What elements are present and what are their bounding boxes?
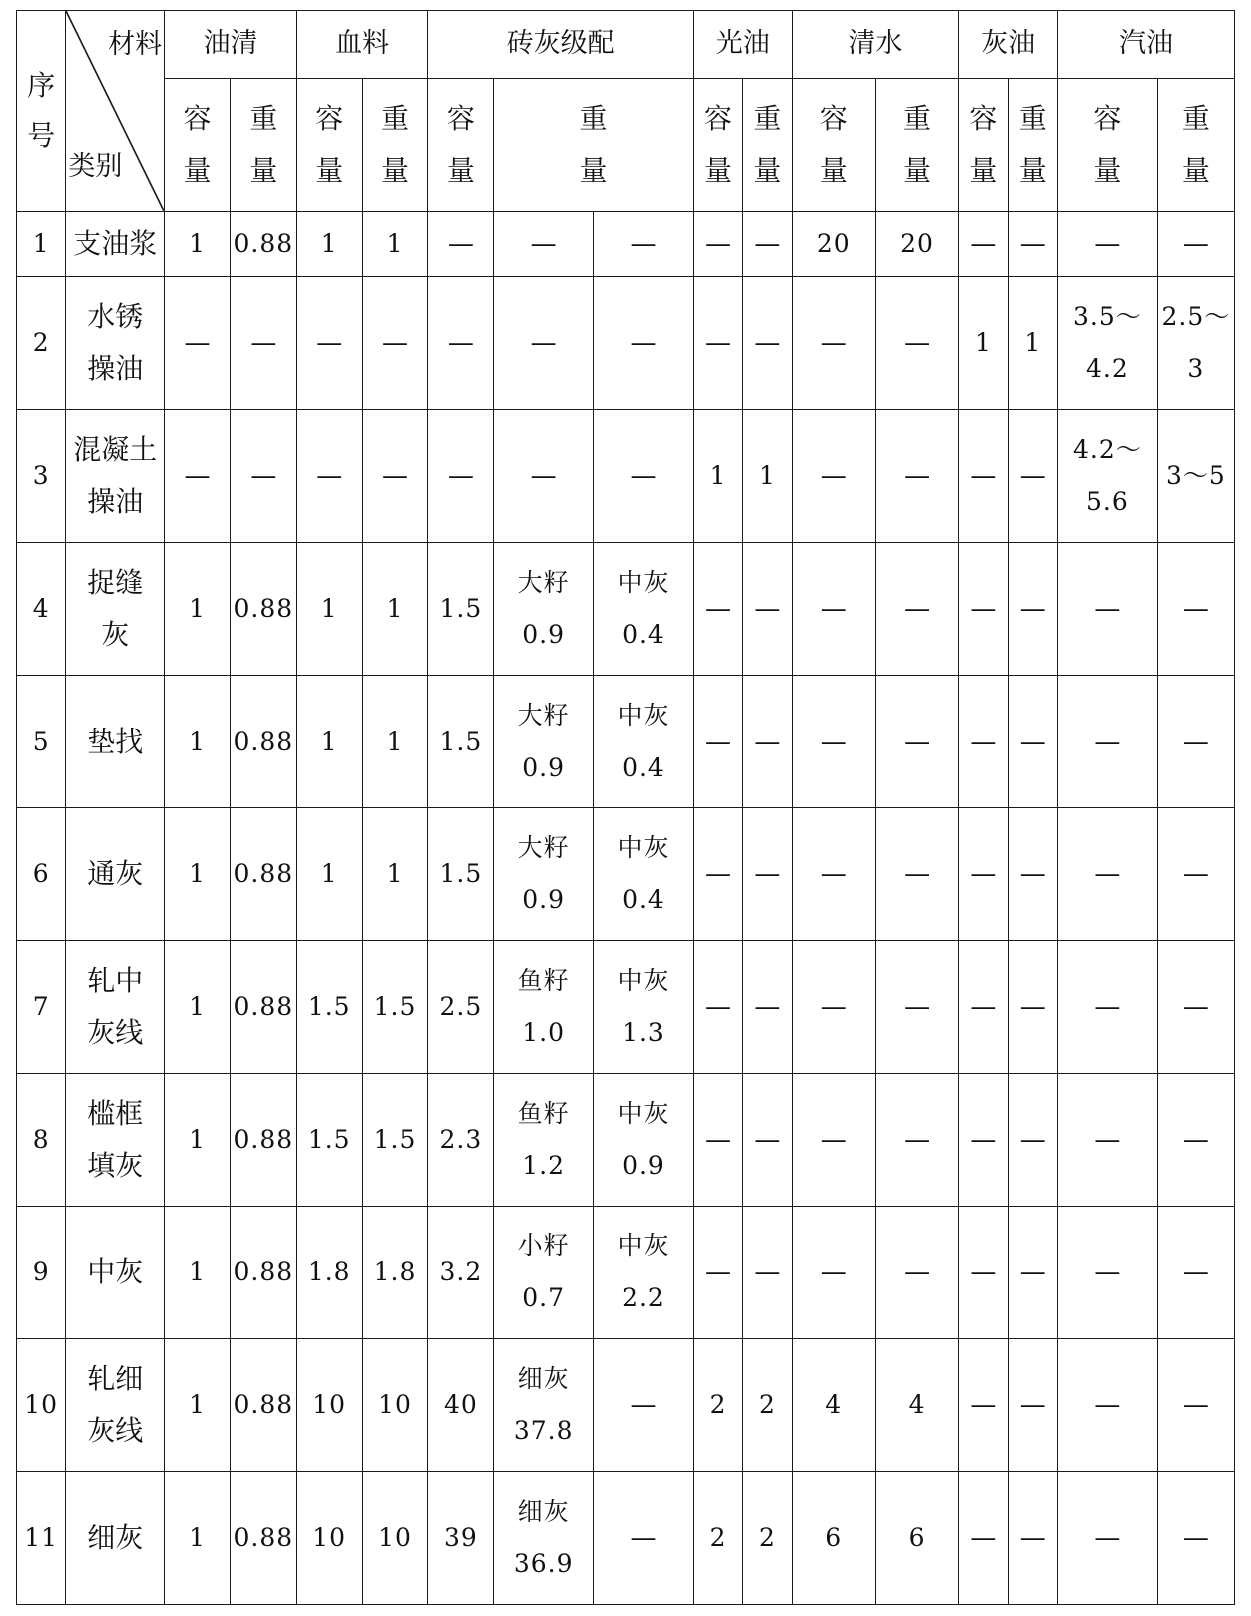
empty-dash-cell: — [693, 1073, 742, 1206]
value-cell: 2.3 [428, 1073, 494, 1206]
empty-dash-cell: — [1057, 1073, 1157, 1206]
empty-dash-cell: — [792, 277, 875, 410]
value-cell: 4.2～ 5.6 [1057, 410, 1157, 543]
empty-dash-cell: — [165, 277, 231, 410]
row-category: 轧中 灰线 [66, 941, 165, 1074]
value-cell: 1 [362, 675, 428, 808]
subheader-weight: 重 量 [875, 78, 958, 211]
empty-dash-cell: — [1008, 941, 1057, 1074]
empty-dash-cell: — [165, 410, 231, 543]
value-cell: 中灰 2.2 [594, 1206, 694, 1339]
value-cell: 2.5 [428, 941, 494, 1074]
empty-dash-cell: — [693, 1206, 742, 1339]
empty-dash-cell: — [693, 542, 742, 675]
row-category: 槛框 填灰 [66, 1073, 165, 1206]
empty-dash-cell: — [1008, 675, 1057, 808]
subheader-volume: 容 量 [1057, 78, 1157, 211]
header-category-label: 类别 [68, 150, 123, 182]
empty-dash-cell: — [296, 410, 362, 543]
row-category: 中灰 [66, 1206, 165, 1339]
value-cell: 鱼籽 1.2 [494, 1073, 594, 1206]
empty-dash-cell: — [875, 1073, 958, 1206]
empty-dash-cell: — [1008, 1472, 1057, 1605]
group-zhuanhui: 砖灰级配 [428, 11, 693, 79]
value-cell: 细灰 37.8 [494, 1339, 594, 1472]
empty-dash-cell: — [743, 277, 792, 410]
empty-dash-cell: — [1057, 1206, 1157, 1339]
empty-dash-cell: — [959, 1339, 1008, 1472]
value-cell: 1 [296, 675, 362, 808]
empty-dash-cell: — [875, 941, 958, 1074]
empty-dash-cell: — [792, 808, 875, 941]
value-cell: 1.5 [296, 941, 362, 1074]
empty-dash-cell: — [743, 941, 792, 1074]
empty-dash-cell: — [494, 410, 594, 543]
empty-dash-cell: — [693, 211, 742, 277]
value-cell: 20 [792, 211, 875, 277]
row-category: 混凝土 操油 [66, 410, 165, 543]
subheader-volume: 容 量 [296, 78, 362, 211]
value-cell: 1.5 [362, 1073, 428, 1206]
value-cell: 3.2 [428, 1206, 494, 1339]
value-cell: 1 [362, 808, 428, 941]
row-number: 1 [17, 211, 66, 277]
value-cell: 10 [362, 1339, 428, 1472]
value-cell: 10 [296, 1472, 362, 1605]
value-cell: 2 [743, 1472, 792, 1605]
value-cell: 1 [959, 277, 1008, 410]
value-cell: 0.88 [230, 941, 296, 1074]
empty-dash-cell: — [792, 1073, 875, 1206]
value-cell: 0.88 [230, 1206, 296, 1339]
empty-dash-cell: — [693, 941, 742, 1074]
empty-dash-cell: — [1057, 542, 1157, 675]
value-cell: 1.5 [428, 808, 494, 941]
value-cell: 0.88 [230, 808, 296, 941]
empty-dash-cell: — [1008, 211, 1057, 277]
empty-dash-cell: — [1008, 1206, 1057, 1339]
empty-dash-cell: — [594, 211, 694, 277]
value-cell: 40 [428, 1339, 494, 1472]
empty-dash-cell: — [428, 277, 494, 410]
empty-dash-cell: — [594, 277, 694, 410]
empty-dash-cell: — [959, 675, 1008, 808]
value-cell: 2 [743, 1339, 792, 1472]
value-cell: 3～5 [1157, 410, 1234, 543]
empty-dash-cell: — [1008, 1073, 1057, 1206]
value-cell: 1 [165, 941, 231, 1074]
value-cell: 1.5 [362, 941, 428, 1074]
empty-dash-cell: — [743, 1073, 792, 1206]
empty-dash-cell: — [1008, 1339, 1057, 1472]
value-cell: 1.8 [362, 1206, 428, 1339]
value-cell: 0.88 [230, 211, 296, 277]
empty-dash-cell: — [1057, 941, 1157, 1074]
material-ratio-table [16, 10, 1235, 1605]
empty-dash-cell: — [494, 211, 594, 277]
empty-dash-cell: — [875, 410, 958, 543]
empty-dash-cell: — [959, 808, 1008, 941]
row-category: 水锈 操油 [66, 277, 165, 410]
empty-dash-cell: — [693, 277, 742, 410]
row-number: 5 [17, 675, 66, 808]
empty-dash-cell: — [1157, 1073, 1234, 1206]
empty-dash-cell: — [743, 1206, 792, 1339]
empty-dash-cell: — [428, 211, 494, 277]
empty-dash-cell: — [875, 808, 958, 941]
value-cell: 2.5～ 3 [1157, 277, 1234, 410]
header-seq: 序 号 [17, 11, 66, 212]
value-cell: 1.5 [428, 542, 494, 675]
value-cell: 2 [693, 1472, 742, 1605]
table-row [17, 675, 1235, 808]
value-cell: 1 [296, 808, 362, 941]
value-cell: 1 [296, 211, 362, 277]
row-category: 垫找 [66, 675, 165, 808]
table-row [17, 211, 1235, 277]
value-cell: 6 [875, 1472, 958, 1605]
empty-dash-cell: — [875, 277, 958, 410]
empty-dash-cell: — [1057, 808, 1157, 941]
table-row [17, 1206, 1235, 1339]
value-cell: 39 [428, 1472, 494, 1605]
value-cell: 6 [792, 1472, 875, 1605]
empty-dash-cell: — [1157, 941, 1234, 1074]
value-cell: 1 [362, 211, 428, 277]
empty-dash-cell: — [1157, 1206, 1234, 1339]
value-cell: 4 [792, 1339, 875, 1472]
empty-dash-cell: — [428, 410, 494, 543]
row-number: 3 [17, 410, 66, 543]
empty-dash-cell: — [1157, 808, 1234, 941]
subheader-weight: 重 量 [743, 78, 792, 211]
empty-dash-cell: — [959, 410, 1008, 543]
empty-dash-cell: — [959, 542, 1008, 675]
subheader-weight: 重 量 [494, 78, 694, 211]
group-qingshui: 清水 [792, 11, 959, 79]
empty-dash-cell: — [959, 1206, 1008, 1339]
value-cell: 0.88 [230, 675, 296, 808]
table-row [17, 410, 1235, 543]
value-cell: 大籽 0.9 [494, 675, 594, 808]
row-category: 通灰 [66, 808, 165, 941]
empty-dash-cell: — [959, 1472, 1008, 1605]
value-cell: 1 [165, 1206, 231, 1339]
subheader-weight: 重 量 [1157, 78, 1234, 211]
value-cell: 小籽 0.7 [494, 1206, 594, 1339]
subheader-volume: 容 量 [428, 78, 494, 211]
row-number: 7 [17, 941, 66, 1074]
empty-dash-cell: — [1157, 675, 1234, 808]
empty-dash-cell: — [792, 410, 875, 543]
subheader-weight: 重 量 [230, 78, 296, 211]
value-cell: 大籽 0.9 [494, 542, 594, 675]
subheader-weight: 重 量 [362, 78, 428, 211]
value-cell: 鱼籽 1.0 [494, 941, 594, 1074]
value-cell: 0.88 [230, 542, 296, 675]
empty-dash-cell: — [743, 675, 792, 808]
empty-dash-cell: — [296, 277, 362, 410]
empty-dash-cell: — [230, 410, 296, 543]
row-category: 细灰 [66, 1472, 165, 1605]
table-row [17, 941, 1235, 1074]
empty-dash-cell: — [362, 277, 428, 410]
value-cell: 1 [693, 410, 742, 543]
group-xueliao: 血料 [296, 11, 428, 79]
empty-dash-cell: — [792, 675, 875, 808]
empty-dash-cell: — [959, 1073, 1008, 1206]
row-number: 4 [17, 542, 66, 675]
value-cell: 10 [296, 1339, 362, 1472]
empty-dash-cell: — [743, 808, 792, 941]
value-cell: 3.5～ 4.2 [1057, 277, 1157, 410]
empty-dash-cell: — [1057, 1472, 1157, 1605]
empty-dash-cell: — [959, 211, 1008, 277]
value-cell: 2 [693, 1339, 742, 1472]
row-number: 2 [17, 277, 66, 410]
value-cell: 1.5 [296, 1073, 362, 1206]
value-cell: 0.88 [230, 1472, 296, 1605]
value-cell: 1 [165, 675, 231, 808]
empty-dash-cell: — [594, 1472, 694, 1605]
row-number: 9 [17, 1206, 66, 1339]
value-cell: 0.88 [230, 1339, 296, 1472]
row-category: 支油浆 [66, 211, 165, 277]
value-cell: 1 [165, 211, 231, 277]
table-row [17, 1339, 1235, 1472]
empty-dash-cell: — [230, 277, 296, 410]
empty-dash-cell: — [1057, 675, 1157, 808]
value-cell: 20 [875, 211, 958, 277]
empty-dash-cell: — [1157, 211, 1234, 277]
subheader-volume: 容 量 [693, 78, 742, 211]
value-cell: 1.8 [296, 1206, 362, 1339]
value-cell: 中灰 1.3 [594, 941, 694, 1074]
row-number: 11 [17, 1472, 66, 1605]
empty-dash-cell: — [743, 542, 792, 675]
group-huiyou: 灰油 [959, 11, 1058, 79]
empty-dash-cell: — [693, 675, 742, 808]
empty-dash-cell: — [594, 1339, 694, 1472]
subheader-volume: 容 量 [165, 78, 231, 211]
value-cell: 10 [362, 1472, 428, 1605]
empty-dash-cell: — [1008, 410, 1057, 543]
value-cell: 1 [165, 1073, 231, 1206]
empty-dash-cell: — [1157, 542, 1234, 675]
row-number: 10 [17, 1339, 66, 1472]
group-qiyou: 汽油 [1057, 11, 1234, 79]
value-cell: 中灰 0.4 [594, 808, 694, 941]
value-cell: 1 [165, 808, 231, 941]
value-cell: 中灰 0.9 [594, 1073, 694, 1206]
value-cell: 1.5 [428, 675, 494, 808]
value-cell: 1 [165, 542, 231, 675]
header-diagonal-cell [66, 11, 165, 212]
table-row [17, 542, 1235, 675]
value-cell: 大籽 0.9 [494, 808, 594, 941]
empty-dash-cell: — [875, 542, 958, 675]
empty-dash-cell: — [875, 1206, 958, 1339]
empty-dash-cell: — [494, 277, 594, 410]
empty-dash-cell: — [594, 410, 694, 543]
value-cell: 中灰 0.4 [594, 675, 694, 808]
value-cell: 0.88 [230, 1073, 296, 1206]
empty-dash-cell: — [362, 410, 428, 543]
row-number: 8 [17, 1073, 66, 1206]
table-row [17, 1073, 1235, 1206]
table-row [17, 1472, 1235, 1605]
empty-dash-cell: — [792, 941, 875, 1074]
value-cell: 4 [875, 1339, 958, 1472]
empty-dash-cell: — [743, 211, 792, 277]
empty-dash-cell: — [693, 808, 742, 941]
row-number: 6 [17, 808, 66, 941]
subheader-volume: 容 量 [959, 78, 1008, 211]
empty-dash-cell: — [792, 1206, 875, 1339]
empty-dash-cell: — [959, 941, 1008, 1074]
empty-dash-cell: — [1057, 211, 1157, 277]
empty-dash-cell: — [1157, 1472, 1234, 1605]
empty-dash-cell: — [1008, 542, 1057, 675]
table-row [17, 808, 1235, 941]
empty-dash-cell: — [875, 675, 958, 808]
group-guangyou: 光油 [693, 11, 792, 79]
subheader-weight: 重 量 [1008, 78, 1057, 211]
row-category: 捉缝 灰 [66, 542, 165, 675]
subheader-volume: 容 量 [792, 78, 875, 211]
empty-dash-cell: — [792, 542, 875, 675]
value-cell: 1 [362, 542, 428, 675]
empty-dash-cell: — [1008, 808, 1057, 941]
row-category: 轧细 灰线 [66, 1339, 165, 1472]
group-youqing: 油清 [165, 11, 297, 79]
empty-dash-cell: — [1157, 1339, 1234, 1472]
header-material-label: 材料 [108, 29, 163, 60]
value-cell: 中灰 0.4 [594, 542, 694, 675]
value-cell: 1 [1008, 277, 1057, 410]
value-cell: 细灰 36.9 [494, 1472, 594, 1605]
value-cell: 1 [165, 1472, 231, 1605]
value-cell: 1 [743, 410, 792, 543]
table-row [17, 277, 1235, 410]
value-cell: 1 [296, 542, 362, 675]
empty-dash-cell: — [1057, 1339, 1157, 1472]
value-cell: 1 [165, 1339, 231, 1472]
